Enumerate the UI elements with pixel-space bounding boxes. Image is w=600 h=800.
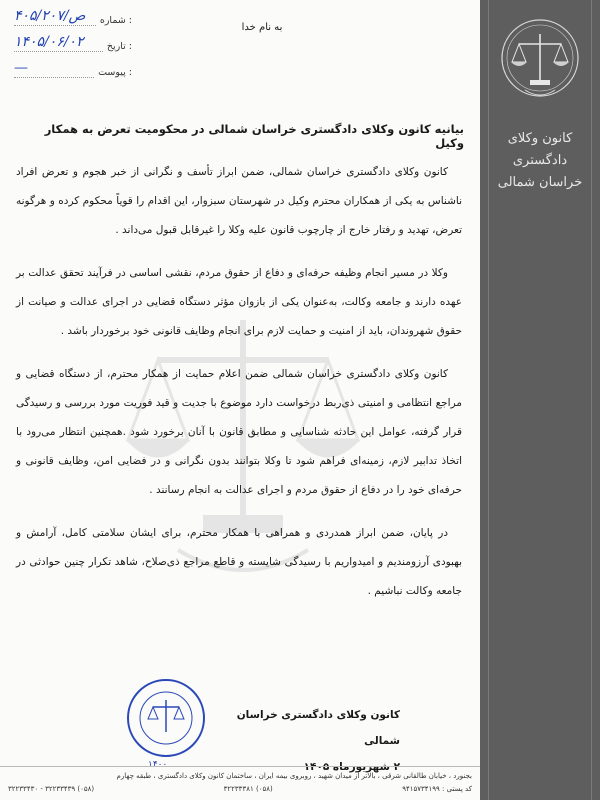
footer: [0, 766, 480, 800]
paragraph: کانون وکلای دادگستری خراسان شمالی ضمن اعلام حمایت از همکار محترم، از دستگاه قضایی و مراجع انتظامی و امنیتی ذی‌ربط درخواست دارد موضوع با جدیت و قید فوریت مورد بررسی و رسیدگی قرار گرفته، عوامل این حادثه شناسایی و مطابق قانون با آنان برخورد شود .همچنین انتظار می‌رود با اتخاذ تدابیر لازم، زمینه‌ای فراهم شود تا وکلا بتوانند بدون نگرانی و در فضایی امن، وظایف قانونی و حرفه‌ای خود را در دفاع از حقوق مردم و اجرای عدالت به انجام رسانند .: [16, 368, 462, 496]
signature-date: ۲ شهریورماه ۱۴۰۵: [303, 761, 400, 773]
paragraph: کانون وکلای دادگستری خراسان شمالی، ضمن ابراز تأسف و نگرانی از خبر هجوم و تعرض افراد ناشناس به یکی از همکاران محترم وکیل در شهرستان سبزوار، این اقدام را قویاً محکوم کرده و هرگونه تعرض، تهدید و رفتار خارج از چارچوب قانون علیه وکلا را غیرقابل قبول می‌داند .: [16, 166, 462, 236]
org-name: [489, 128, 591, 194]
date-label: : تاریخ: [106, 41, 132, 52]
date-row: [14, 32, 132, 52]
attachment-label: : پیوست: [98, 67, 132, 78]
footer-phone: (۰۵۸) ۳۲۲۳۳۳۸۱: [223, 785, 273, 793]
footer-postal: کد پستی : ۹۴۱۵۷۳۴۱۹۹: [402, 785, 472, 793]
basmala: به نام خدا: [241, 22, 283, 33]
paragraph: در پایان، ضمن ابراز همدردی و همراهی با همکار محترم، برای ایشان سلامتی کامل، آرامش و بهبودی آرزومندیم و امیدواریم با رسیدگی شایسته و قاطع مراجع ذی‌صلاح، شاهد تکرار چنین حوادثی در جامعه وکالت نباشیم .: [16, 527, 462, 597]
footer-contacts: [8, 783, 472, 796]
signature-org: کانون وکلای دادگستری خراسان شمالی: [236, 709, 400, 747]
stamp-year: ۱۴۰۰: [148, 760, 168, 770]
attachment-row: [14, 58, 132, 78]
paragraph: وکلا در مسیر انجام وظیفه حرفه‌ای و دفاع از حقوق مردم، نقشی اساسی در فرآیند تحقق عدالت بر عهده دارند و جامعه وکالت، به‌عنوان یکی از بازوان مؤثر دستگاه قضایی در اجرای عدالت و صیانت از حقوق شهروندان، باید از امنیت و حمایت لازم برای انجام وظایف قانونی خود برخوردار باشد .: [16, 267, 462, 337]
org-name-line1: کانون وکلای دادگستری: [507, 131, 573, 168]
statement-title: بیانیه کانون وکلای دادگستری خراسان شمالی در محکومیت تعرض به همکار وکیل: [44, 122, 464, 150]
number-row: [14, 6, 132, 26]
number-label: : شماره: [99, 15, 132, 26]
date-value: ۱۴۰۵/۰۶/۰۲: [14, 32, 103, 52]
footer-phone2: (۰۵۸) ۳۲۲۳۳۴۳۹ - ۳۲۲۳۳۴۳۰: [8, 785, 95, 793]
footer-address: بجنورد ، خیابان طالقانی شرقی ، بالاتر از میدان شهید ، روبروی بیمه ایران ، ساختمان کانون وکلای دادگستری ، طبقه چهارم: [116, 772, 472, 780]
number-value: ۴۰۵/ص/۲۰۷: [14, 6, 96, 26]
sidebar-frame: [488, 0, 592, 800]
org-name-line2: خراسان شمالی: [497, 175, 583, 190]
sidebar-band: [480, 0, 600, 800]
official-stamp-icon: [124, 676, 208, 760]
scales-emblem-icon: [497, 16, 583, 106]
statement-body: [16, 158, 462, 620]
attachment-value: —: [14, 58, 94, 78]
